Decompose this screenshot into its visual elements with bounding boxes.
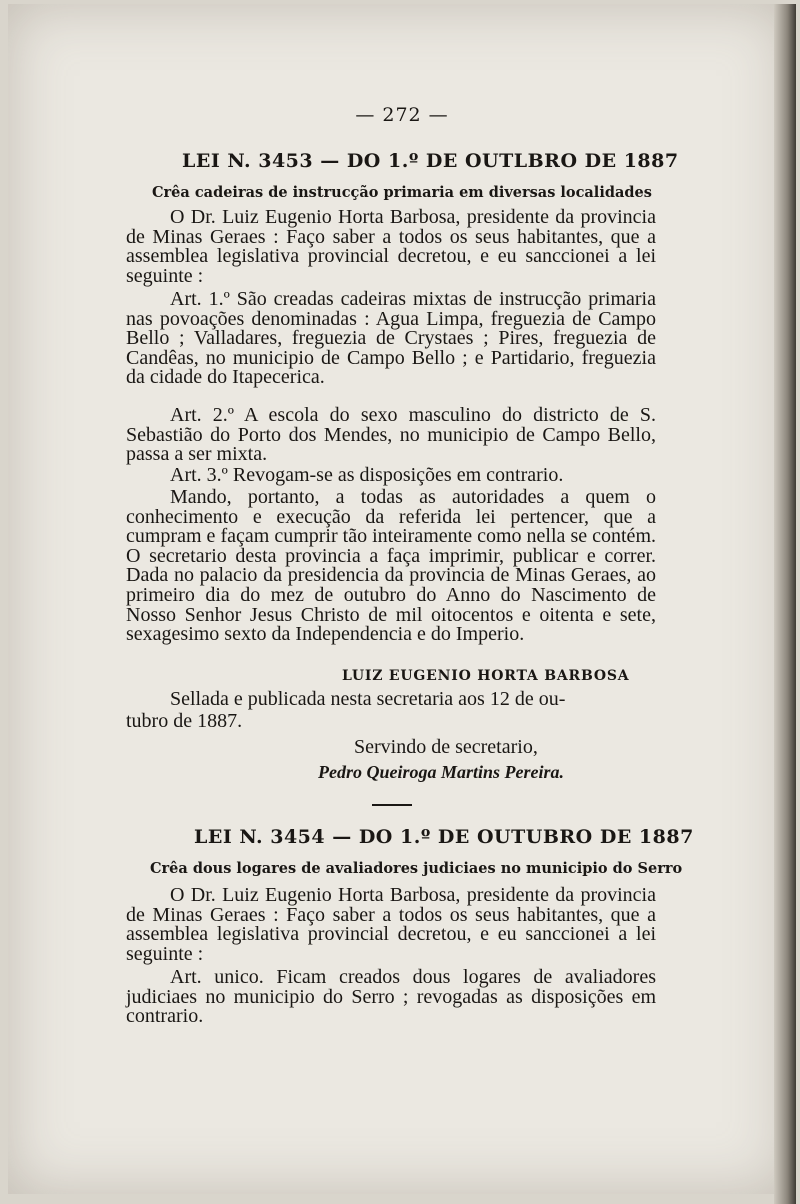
law-3453-article-3 — [126, 466, 656, 486]
section-divider — [372, 804, 412, 806]
law-3453-preamble — [126, 208, 656, 286]
law-3453-mando — [126, 488, 656, 645]
law-3454-title: LEI N. 3454 — DO 1.º DE OUTUBRO DE 1887 — [194, 826, 694, 848]
page-edge-shadow — [774, 4, 796, 1204]
law-3453-article-2-text: Art. 2.º A escola do sexo masculino do districto de S. Sebastião do Porto dos Mendes, no municipio de Campo Bello, passa a ser mixta. — [126, 404, 656, 466]
law-3454-article-unico — [126, 968, 656, 1027]
law-3453-mando-text: Mando, portanto, a todas as autoridades a quem o conhecimento e execução da referida lei pertencer, que a cumpram e façam cumprir tão inteiramente como nella se contém. O secretario desta provincia a faça imprimir, publicar e correr. Dada no palacio da presidencia da provincia de Minas Geraes, ao primeiro dia do mez de outubro do Anno do Nascimento de Nosso Senhor Jesus Christo de mil oitocentos e oitenta e sete, sexagesimo sexto da Independencia e do Imperio. — [126, 486, 656, 646]
document-page — [8, 4, 788, 1194]
law-3454-article-unico-text: Art. unico. Ficam creados dous logares de avaliadores judiciaes no municipio do Serro ; revogadas as disposições em contrario. — [126, 966, 656, 1028]
law-3453-preamble-text: O Dr. Luiz Eugenio Horta Barbosa, presidente da provincia de Minas Geraes : Faço saber a todos os seus habitantes, que a assemblea legislativa provincial decretou, e eu sanccionei a lei seguinte : — [126, 206, 656, 287]
law-3454-preamble — [126, 886, 656, 964]
law-3453-secretary: Pedro Queiroga Martins Pereira. — [318, 762, 565, 782]
law-3454-subtitle: Crêa dous logares de avaliadores judiciaes no municipio do Serro — [150, 860, 683, 877]
law-3454-preamble-text: O Dr. Luiz Eugenio Horta Barbosa, presidente da provincia de Minas Geraes : Faço saber a todos os seus habitantes, que a assemblea legislativa provincial decretou, e eu sanccionei a lei seguinte : — [126, 884, 656, 965]
law-3453-article-2 — [126, 406, 656, 465]
law-3453-servindo: Servindo de secretario, — [354, 736, 538, 758]
law-3453-article-1 — [126, 290, 656, 388]
law-3453-article-3-text: Art. 3.º Revogam-se as disposições em contrario. — [170, 464, 564, 486]
law-3453-article-1-text: Art. 1.º São creadas cadeiras mixtas de instrucção primaria nas povoações denominadas : Agua Limpa, freguezia de Campo Bello ; Valladares, freguezia de Crystaes ; Pires, freguezia de Candêas, no municipio de Campo Bello ; e Partidario, freguezia da cidade do Itapecerica. — [126, 288, 656, 389]
law-3453-title: LEI N. 3453 — DO 1.º DE OUTLBRO DE 1887 — [182, 150, 679, 172]
law-3453-subtitle: Crêa cadeiras de instrucção primaria em diversas localidades — [152, 184, 652, 201]
law-3453-signature: LUIZ EUGENIO HORTA BARBOSA — [342, 668, 630, 684]
law-3453-sellada-line-1: Sellada e publicada nesta secretaria aos 12 de ou- — [170, 688, 566, 710]
law-3453-sellada-line-2: tubro de 1887. — [126, 710, 243, 732]
page-number: — 272 — — [355, 104, 449, 126]
